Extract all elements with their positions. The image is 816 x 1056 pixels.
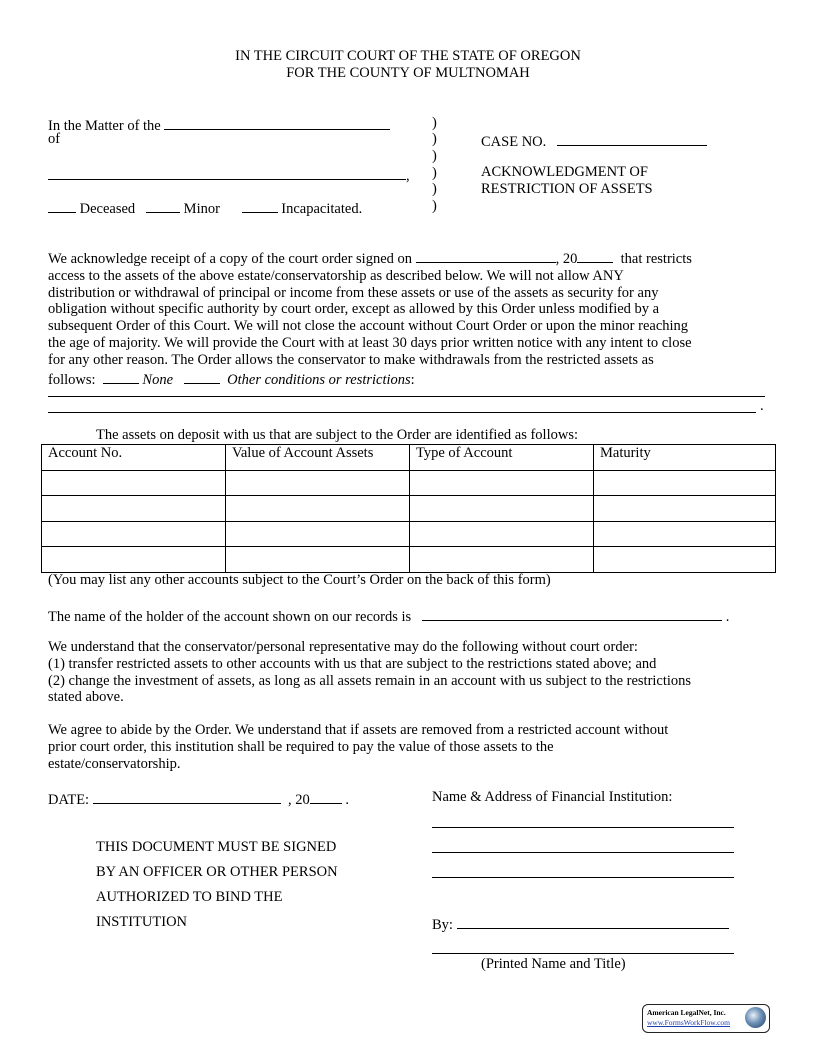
deceased-label: Deceased	[79, 201, 136, 217]
signing-notice-line: THIS DOCUMENT MUST BE SIGNED	[96, 839, 337, 855]
table-cell[interactable]	[594, 496, 776, 522]
matter-name-field[interactable]	[164, 115, 390, 130]
column-type: Type of Account	[410, 445, 594, 471]
assets-intro: The assets on deposit with us that are subject to the Order are identified as follows:	[96, 427, 578, 443]
holder-name-field[interactable]	[422, 606, 722, 621]
assets-note: (You may list any other accounts subject to the Court’s Order on the back of this form)	[48, 572, 551, 588]
understand-paragraph: We understand that the conservator/personal representative may do the following without court order: (1) transfer restricted assets to other accounts with us that are subject to the restrictions stated above; and (2) change the investment of assets, as long as all assets remain in an account with us subject to the restrictions stated above.	[48, 639, 692, 706]
table-cell[interactable]	[42, 496, 226, 522]
document-title-line1: ACKNOWLEDGMENT OF	[481, 164, 648, 180]
other-conditions-blank[interactable]	[184, 369, 220, 384]
printed-name-line[interactable]	[432, 953, 734, 954]
table-cell[interactable]	[410, 496, 594, 522]
caption-paren: )	[432, 148, 437, 164]
table-row	[42, 547, 776, 573]
logo-url[interactable]: www.FormsWorkFlow.com	[647, 1018, 731, 1027]
by-row: By:	[432, 914, 729, 934]
institution-line-3[interactable]	[432, 877, 734, 878]
matter-label: In the Matter of the	[48, 115, 390, 135]
logo-company: American LegalNet, Inc.	[647, 1008, 726, 1017]
case-number: CASE NO.	[481, 131, 707, 151]
conditions-line-2[interactable]	[48, 412, 756, 413]
none-option-blank[interactable]	[103, 369, 139, 384]
table-cell[interactable]	[42, 521, 226, 547]
date-field[interactable]	[93, 789, 281, 804]
caption-paren: )	[432, 165, 437, 181]
institution-line-2[interactable]	[432, 852, 734, 853]
minor-blank[interactable]	[146, 198, 180, 213]
signing-notice-line: BY AN OFFICER OR OTHER PERSON	[96, 864, 338, 880]
table-cell[interactable]	[594, 521, 776, 547]
table-row	[42, 521, 776, 547]
american-legalnet-logo[interactable]	[642, 1004, 770, 1033]
acknowledgment-paragraph: We acknowledge receipt of a copy of the court order signed on , 20 that restricts access to the assets of the above estate/conservatorship as described below. We will not allow ANY distribution or withdrawal of principal or income from these assets or use of the assets as security for any obligation without specific authority by court order, except as allowed by this Order unless modified by a subsequent Order of this Court. We will not close the account without Court Order or upon the minor reaching the age of majority. We will provide the Court with at least 30 days prior written notice with any intent to close for any other reason. The Order allows the conservator to make withdrawals from the restricted assets as follows: None Other conditions or restrictions:	[48, 248, 770, 388]
signature-field[interactable]	[457, 914, 729, 929]
table-cell[interactable]	[410, 547, 594, 573]
institution-line-1[interactable]	[432, 827, 734, 828]
court-header-line1: IN THE CIRCUIT COURT OF THE STATE OF OREGON	[235, 48, 581, 64]
table-cell[interactable]	[594, 470, 776, 496]
year-field[interactable]	[310, 789, 342, 804]
table-cell[interactable]	[226, 547, 410, 573]
table-row	[42, 496, 776, 522]
of-label: of	[48, 131, 61, 147]
party-name-row: ,	[48, 165, 410, 185]
other-conditions-label: Other conditions or restrictions	[227, 371, 411, 388]
minor-label: Minor	[183, 201, 220, 217]
column-value: Value of Account Assets	[226, 445, 410, 471]
table-cell[interactable]	[226, 496, 410, 522]
party-name-field[interactable]	[48, 165, 406, 180]
conditions-line-1[interactable]	[48, 396, 765, 397]
incapacitated-label: Incapacitated.	[281, 201, 363, 217]
column-maturity: Maturity	[594, 445, 776, 471]
holder-row: The name of the holder of the account shown on our records is .	[48, 606, 729, 626]
court-header-line2: FOR THE COUNTY OF MULTNOMAH	[286, 65, 530, 81]
institution-label: Name & Address of Financial Institution:	[432, 789, 673, 805]
deceased-blank[interactable]	[48, 198, 76, 213]
table-cell[interactable]	[410, 521, 594, 547]
order-date-field[interactable]	[416, 248, 556, 263]
incapacitated-blank[interactable]	[242, 198, 278, 213]
table-cell[interactable]	[226, 470, 410, 496]
caption-paren: )	[432, 198, 437, 214]
order-year-field[interactable]	[577, 248, 613, 263]
case-number-field[interactable]	[557, 131, 707, 146]
assets-table	[41, 444, 776, 573]
signing-notice-line: AUTHORIZED TO BIND THE	[96, 889, 283, 905]
table-cell[interactable]	[42, 470, 226, 496]
document-title-line2: RESTRICTION OF ASSETS	[481, 181, 653, 197]
table-cell[interactable]	[226, 521, 410, 547]
table-cell[interactable]	[410, 470, 594, 496]
agree-paragraph: We agree to abide by the Order. We understand that if assets are removed from a restricted account without prior court order, this institution shall be required to pay the value of those assets to the estate/conservatorship.	[48, 722, 669, 772]
table-row	[42, 470, 776, 496]
caption-paren: )	[432, 181, 437, 197]
date-row: DATE: , 20 .	[48, 789, 349, 809]
assets-table-header	[42, 445, 776, 471]
globe-icon	[745, 1007, 766, 1028]
conditions-period: .	[760, 398, 764, 414]
caption-paren: )	[432, 131, 437, 147]
signing-notice-line: INSTITUTION	[96, 914, 188, 930]
printed-name-caption: (Printed Name and Title)	[481, 956, 626, 972]
none-label: None	[142, 371, 174, 388]
table-cell[interactable]	[594, 547, 776, 573]
column-account-no: Account No.	[42, 445, 226, 471]
table-cell[interactable]	[42, 547, 226, 573]
caption-paren: )	[432, 115, 437, 131]
status-options	[48, 198, 362, 218]
